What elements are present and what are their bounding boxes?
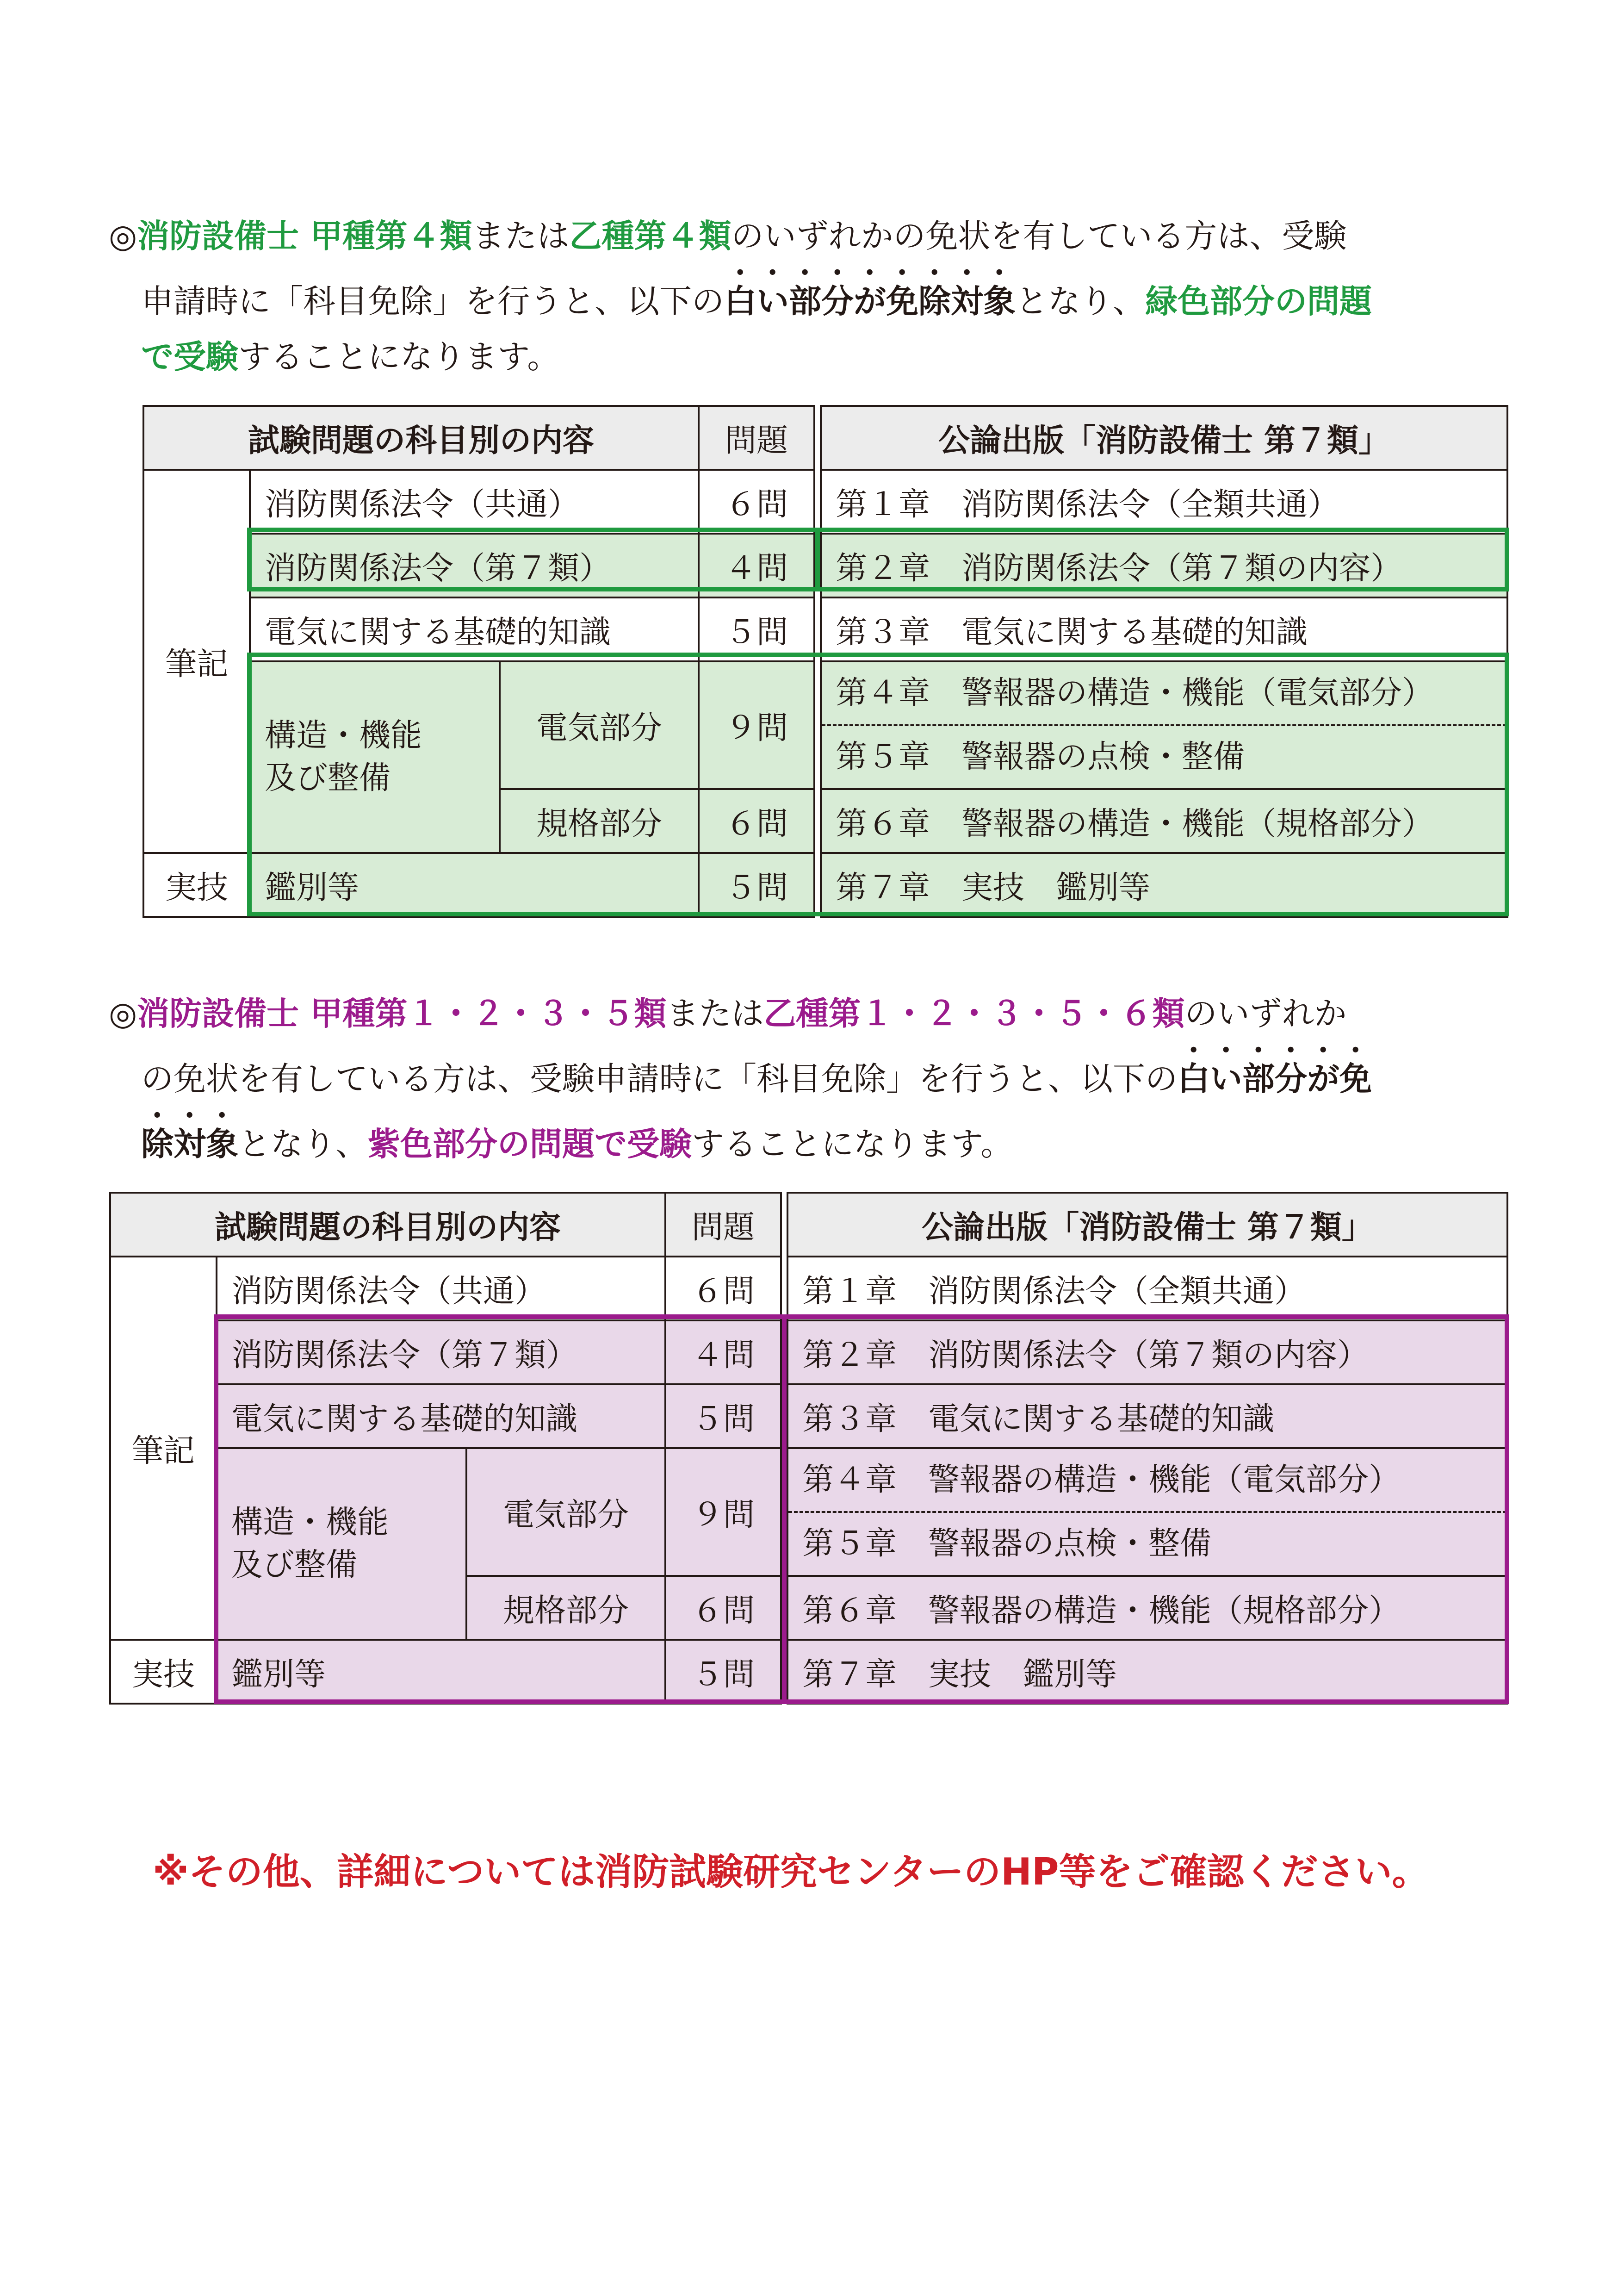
header-subject: 試験問題の科目別の内容 xyxy=(110,1193,665,1257)
table-row: 構造・機能 及び整備 電気部分 ９問 第４章 警報器の構造・機能（電気部分） 第５章 警報器の点検・整備 xyxy=(143,661,1507,789)
group-practical: 実技 xyxy=(143,853,250,917)
group-written: 筆記 xyxy=(143,470,250,853)
table-row: 電気に関する基礎的知識 ５問 第３章 電気に関する基礎的知識 xyxy=(110,1384,1507,1448)
group-practical: 実技 xyxy=(110,1640,217,1704)
header-book: 公論出版「消防設備士 第７類」 xyxy=(821,406,1507,470)
header-count: 問題 xyxy=(699,406,814,470)
table-row: 消防関係法令（第７類） ４問 第２章 消防関係法令（第７類の内容） xyxy=(110,1320,1507,1384)
table-row: 実技 鑑別等 ５問 第７章 実技 鑑別等 xyxy=(143,853,1507,917)
table-row: 電気に関する基礎的知識 ５問 第３章 電気に関する基礎的知識 xyxy=(143,597,1507,661)
table-row: 筆記 消防関係法令（共通） ６問 第１章 消防関係法令（全類共通） xyxy=(143,470,1507,534)
emphasis-exempt: 白い部分が免 xyxy=(1178,1060,1372,1098)
section1-line1: ◎消防設備士 甲種第４類または乙種第４類のいずれかの免状を有している方は、受験 xyxy=(109,217,1347,255)
table-row: 消防関係法令（第７類） ４問 第２章 消防関係法令（第７類の内容） xyxy=(143,534,1507,597)
header-book: 公論出版「消防設備士 第７類」 xyxy=(787,1193,1507,1257)
structure-label: 構造・機能 及び整備 xyxy=(250,661,500,853)
table-header xyxy=(110,1193,1507,1257)
emphasis-exempt: 除対象 xyxy=(141,1125,238,1163)
section1-line3: で受験することになります。 xyxy=(141,338,560,376)
header-subject: 試験問題の科目別の内容 xyxy=(143,406,699,470)
section2-line3: 除対象となり、紫色部分の問題で受験することになります。 xyxy=(141,1125,1013,1163)
structure-label: 構造・機能 及び整備 xyxy=(217,1448,466,1640)
footer-note: ※その他、詳細については消防試験研究センターのHP等をご確認ください。 xyxy=(153,1850,1429,1893)
section2-line2: の免状を有している方は、受験申請時に「科目免除」を行うと、以下の白い部分が免 xyxy=(141,1060,1372,1098)
table-row: 構造・機能 及び整備 電気部分 ９問 第４章 警報器の構造・機能（電気部分） 第５章 警報器の点検・整備 xyxy=(110,1448,1507,1576)
exam-table-purple xyxy=(109,1192,1508,1705)
double-circle-mark: ◎ xyxy=(109,995,137,1033)
section2-line1: ◎消防設備士 甲種第１・２・３・５類または乙種第１・２・３・５・６類のいずれか xyxy=(109,995,1347,1033)
header-count: 問題 xyxy=(665,1193,781,1257)
table-row: 実技 鑑別等 ５問 第７章 実技 鑑別等 xyxy=(110,1640,1507,1704)
section1-line2: 申請時に「科目免除」を行うと、以下の白い部分が免除対象となり、緑色部分の問題 xyxy=(141,282,1372,320)
table-row: 規格部分 ６問 第６章 警報器の構造・機能（規格部分） xyxy=(110,1576,1507,1640)
table-row: 筆記 消防関係法令（共通） ６問 第１章 消防関係法令（全類共通） xyxy=(110,1257,1507,1320)
emphasis-exempt: 白い部分が免除対象 xyxy=(724,282,1016,320)
table-header xyxy=(143,406,1507,470)
double-circle-mark: ◎ xyxy=(109,217,137,255)
exam-table-green xyxy=(143,405,1508,918)
section1-paragraph xyxy=(109,208,1372,385)
table-row: 規格部分 ６問 第６章 警報器の構造・機能（規格部分） xyxy=(143,789,1507,853)
group-written: 筆記 xyxy=(110,1257,217,1640)
section2-paragraph xyxy=(109,986,1372,1172)
